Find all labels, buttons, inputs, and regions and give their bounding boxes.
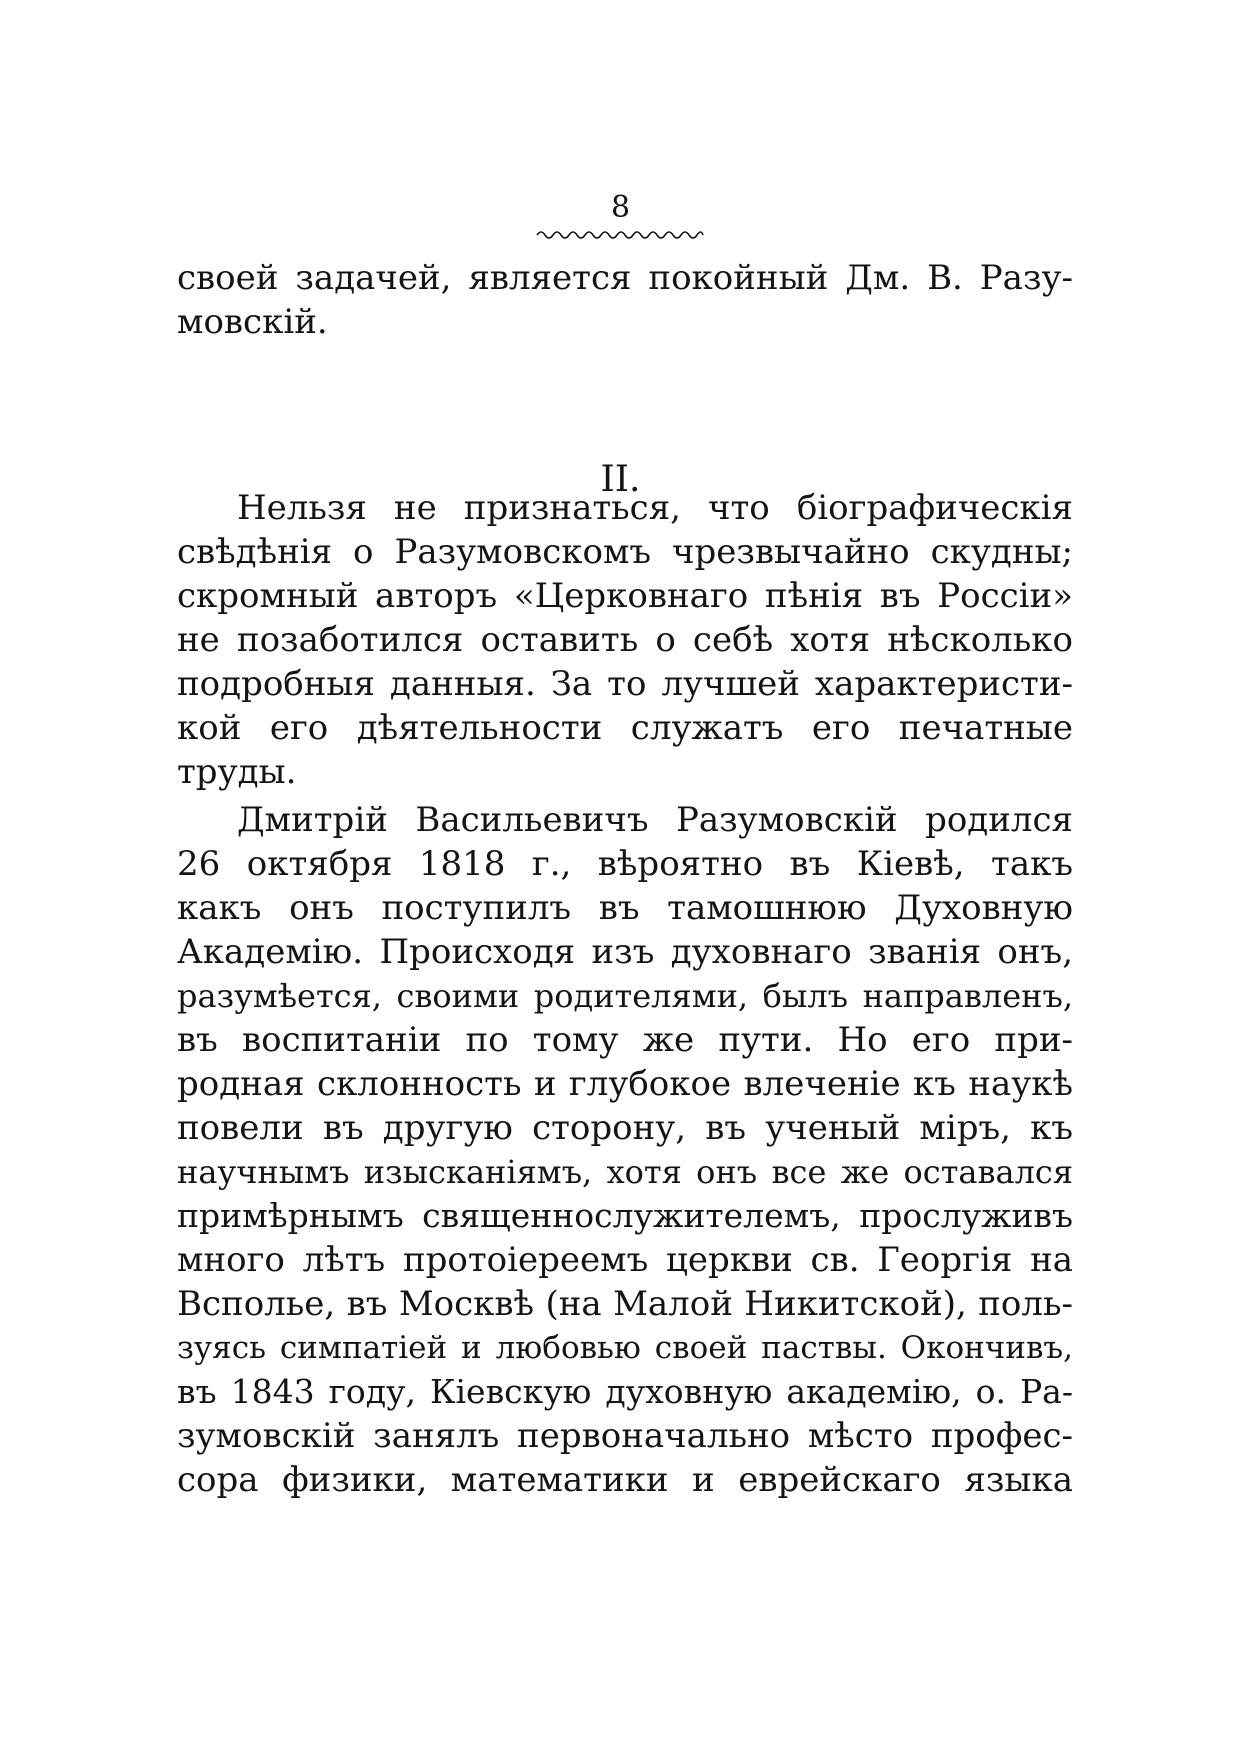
text-line: не позаботился оставить о себѣ хотя нѣсколько (177, 620, 1073, 660)
text-line: въ воспитаніи по тому же пути. Но его при- (177, 1020, 1073, 1060)
text-line: Всполье, въ Москвѣ (на Малой Никитской), поль- (177, 1284, 1073, 1324)
text-line: свѣдѣнія о Разумовскомъ чрезвычайно скудны; (177, 532, 1073, 572)
text-line: сора физики, математики и еврейскаго языка (177, 1460, 1073, 1500)
text-line: мовскій. (177, 302, 328, 342)
page-number: 8 (610, 190, 631, 225)
text-line: какъ онъ поступилъ въ тамошнюю Духовную (177, 888, 1073, 928)
text-line: повели въ другую сторону, въ ученый міръ, къ (177, 1108, 1073, 1148)
text-line: труды. (177, 752, 297, 792)
text-line: въ 1843 году, Кіевскую духовную академію, о. Ра- (177, 1372, 1073, 1411)
text-line: скромный авторъ «Церковнаго пѣнія въ Россіи» (177, 576, 1073, 616)
text-line: родная склонность и глубокое влеченіе къ наукѣ (177, 1064, 1073, 1104)
section-heading: II. (600, 459, 641, 500)
text-line: кой его дѣятельности служатъ его печатные (177, 708, 1073, 748)
text-line: своей задачей, является покойный Дм. В. Разу- (177, 258, 1073, 298)
text-line: разумѣется, своими родителями, былъ направленъ, (177, 977, 1073, 1015)
text-line: 26 октября 1818 г., вѣроятно въ Кіевѣ, такъ (177, 844, 1073, 884)
text-line: подробныя данныя. За то лучшей характеристи- (177, 664, 1073, 704)
wavy-ornament-icon (535, 228, 705, 242)
text-line: примѣрнымъ священнослужителемъ, прослуживъ (177, 1196, 1073, 1235)
text-line: много лѣтъ протоіереемъ церкви св. Георгія на (177, 1240, 1073, 1280)
text-line: научнымъ изысканіямъ, хотя онъ все же оставался (177, 1153, 1073, 1191)
text-line: Нельзя не признаться, что біографическія (237, 488, 1073, 528)
text-line: зуясь симпатіей и любовью своей паствы. Окончивъ, (177, 1330, 1073, 1366)
text-line: зумовскій занялъ первоначально мѣсто профес- (177, 1416, 1073, 1456)
text-line: Дмитрій Васильевичъ Разумовскій родился (237, 800, 1073, 840)
text-line: Академію. Происходя изъ духовнаго званія онъ, (177, 932, 1073, 972)
